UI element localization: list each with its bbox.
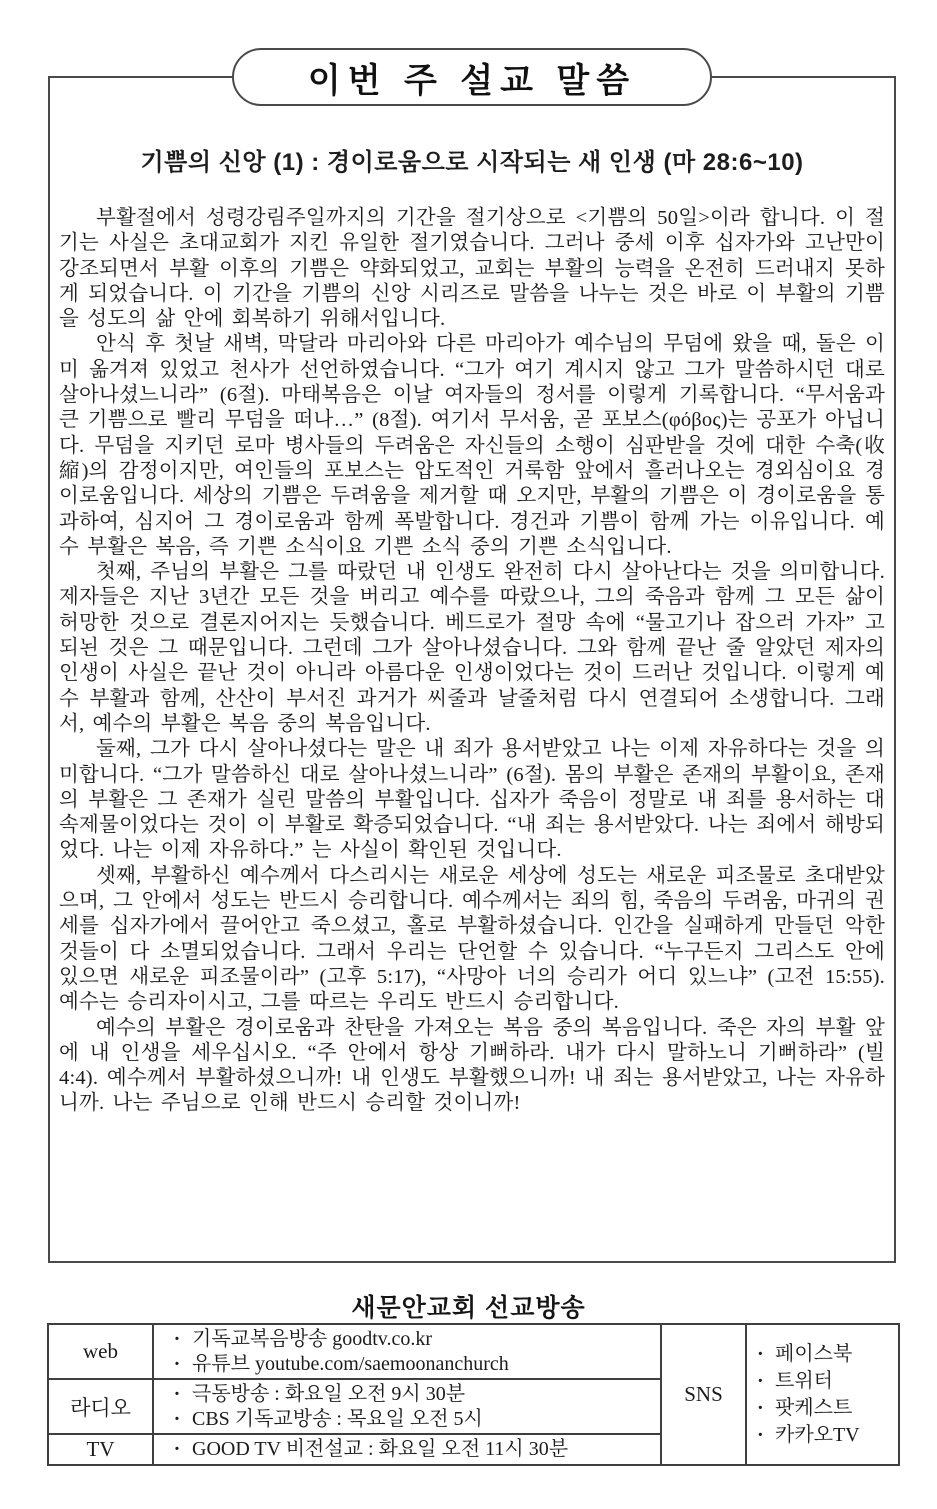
broadcast-row-web <box>48 1324 899 1379</box>
web-item: · 기독교복음방송 goodtv.co.kr <box>162 1327 654 1352</box>
page-title: 이번 주 설교 말씀 <box>307 61 637 100</box>
radio-items-cell <box>153 1379 661 1434</box>
web-items-cell <box>153 1324 661 1379</box>
tv-label: TV <box>48 1434 153 1465</box>
sermon-paragraph: 둘째, 그가 다시 살아나셨다는 말은 내 죄가 용서받았고 나는 이제 자유하다는 것을 의미합니다. “그가 말씀하신 대로 살아나셨느니라” (6절). 몸의 부활은 존재의 부활이요, 존재의 부활은 그 존재가 실린 말씀의 부활입니다. 십자가 죽음이 정말로 내 죄를 용서하는 대속제물이었다는 것이 이 부활로 확증되었습니다. “내 죄는 용서받았다. 나는 죄에서 해방되었다. 나는 이제 자유하다.” 는 사실이 확인된 것입니다. <box>59 738 885 862</box>
broadcast-section-title: 새문안교회 선교방송 <box>351 1294 586 1322</box>
sns-item: · 카카오TV <box>753 1422 894 1449</box>
sermon-box <box>48 61 896 1263</box>
sermon-paragraph: 안식 후 첫날 새벽, 막달라 마리아와 다른 마리아가 예수님의 무덤에 왔을 때, 돌은 이미 옮겨져 있었고 천사가 선언하였습니다. “그가 여기 계시지 않고 그가 말씀하시던 대로 살아나셨느니라” (6절). 마태복음은 이날 여자들의 정서를 이렇게 기록합니다. “무서움과 큰 기쁨으로 빨리 무덤을 떠나…” (8절). 여기서 무서움, 곧 포보스(φόβος)는 공포가 아닙니다. 무덤을 지키던 로마 병사들의 두려움은 자신들의 소행이 심판받을 것에 대한 수축(收縮)의 감정이지만, 여인들의 포보스는 압도적인 거룩함 앞에서 흘러나오는 경외심이요 경이로움입니다. 세상의 기쁨은 두려움을 제거할 때 오지만, 부활의 기쁨은 이 경이로움을 통과하여, 심지어 그 경이로움과 함께 폭발합니다. 경건과 기쁨이 함께 가는 이유입니다. 예수 부활은 복음, 즉 기쁜 소식이요 기쁜 소식 중의 기쁜 소식입니다. <box>59 333 885 558</box>
sns-item: · 트위터 <box>753 1368 894 1395</box>
web-label: web <box>48 1324 153 1379</box>
sns-items-cell <box>746 1324 899 1465</box>
web-item: · 유튜브 youtube.com/saemoonanchurch <box>162 1352 654 1377</box>
sns-item: · 팟케스트 <box>753 1395 894 1422</box>
sermon-paragraph: 부활절에서 성령강림주일까지의 기간을 절기상으로 <기쁨의 50일>이라 합니다. 이 절기는 사실은 초대교회가 지킨 유일한 절기였습니다. 그러나 중세 이후 십자가와 고난만이 강조되면서 부활 이후의 기쁨은 약화되었고, 교회는 부활의 능력을 온전히 드러내지 못하게 되었습니다. 이 기간을 기쁨의 신앙 시리즈로 말씀을 나누는 것은 바로 이 부활의 기쁨을 성도의 삶 안에 회복하기 위해서입니다. <box>59 207 885 331</box>
sermon-paragraph: 예수의 부활은 경이로움과 찬탄을 가져오는 복음 중의 복음입니다. 죽은 자의 부활 앞에 내 인생을 세우십시오. “주 안에서 항상 기뻐하라. 내가 다시 말하노니 기뻐하라” (빌 4:4). 예수께서 부활하셨으니까! 내 인생도 부활했으니까! 내 죄는 용서받았고, 나는 자유하니까. 나는 주님으로 인해 반드시 승리할 것이니까! <box>59 1016 885 1115</box>
radio-item: · 극동방송 : 화요일 오전 9시 30분 <box>162 1382 654 1407</box>
sermon-title: 기쁨의 신앙 (1) : 경이로움으로 시작되는 새 인생 (마 28:6~10) <box>140 149 804 176</box>
sns-item: · 페이스북 <box>753 1341 894 1368</box>
sns-label: SNS <box>661 1324 746 1465</box>
sermon-paragraph: 첫째, 주님의 부활은 그를 따랐던 내 인생도 완전히 다시 살아난다는 것을 의미합니다. 제자들은 지난 3년간 모든 것을 버리고 예수를 따랐으나, 그의 죽음과 함께 그 모든 삶이 허망한 것으로 결론지어지는 듯했습니다. 베드로가 절망 속에 “물고기나 잡으러 가자” 고 되뇐 것은 그 때문입니다. 그런데 그가 살아나셨습니다. 그와 함께 끝난 줄 알았던 제자의 인생이 사실은 끝난 것이 아니라 아름다운 인생이었다는 것이 드러난 것입니다. 이렇게 예수 부활과 함께, 산산이 부서진 과거가 씨줄과 날줄처럼 다시 연결되어 소생합니다. 그래서, 예수의 부활은 복음 중의 복음입니다. <box>59 561 885 735</box>
sermon-paragraph: 셋째, 부활하신 예수께서 다스리시는 새로운 세상에 성도는 새로운 피조물로 초대받았으며, 그 안에서 성도는 반드시 승리합니다. 예수께서는 죄의 힘, 죽음의 두려움, 마귀의 권세를 십자가에서 끌어안고 죽으셨고, 홀로 부활하셨습니다. 인간을 실패하게 만들던 악한 것들이 다 소멸되었습니다. 그래서 우리는 단언할 수 있습니다. “누구든지 그리스도 안에 있으면 새로운 피조물이라” (고후 5:17), “사망아 너의 승리가 어디 있느냐” (고전 15:55). 예수는 승리자이시고, 그를 따르는 우리도 반드시 승리합니다. <box>59 864 885 1014</box>
radio-label: 라디오 <box>48 1379 153 1434</box>
sermon-body <box>50 177 894 1117</box>
tv-item: · GOOD TV 비전설교 : 화요일 오전 11시 30분 <box>162 1437 654 1462</box>
broadcast-table <box>47 1323 900 1466</box>
header-pill <box>232 48 712 106</box>
radio-item: · CBS 기독교방송 : 목요일 오전 5시 <box>162 1407 654 1432</box>
tv-items-cell <box>153 1434 661 1465</box>
